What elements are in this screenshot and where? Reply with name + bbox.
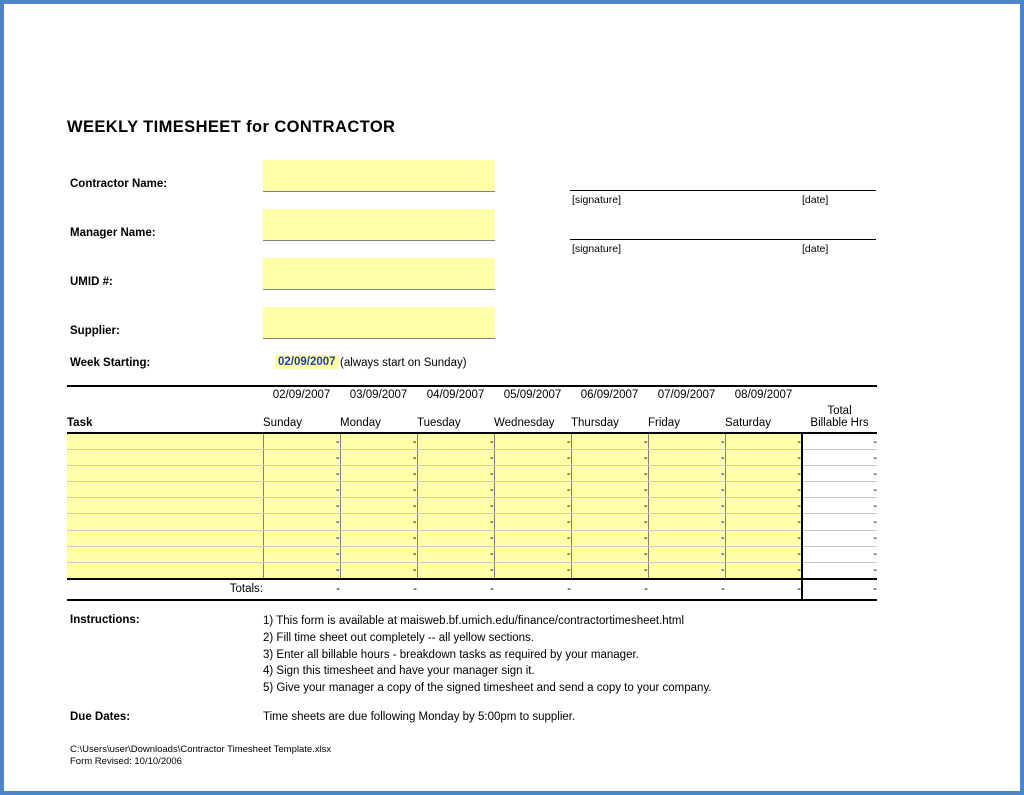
hours-input-tuesday[interactable]: - bbox=[417, 562, 494, 579]
hours-input-tuesday[interactable]: - bbox=[417, 482, 494, 498]
totals-row bbox=[67, 579, 877, 600]
contractor-name-label: Contractor Name: bbox=[70, 178, 168, 190]
hours-input-wednesday[interactable]: - bbox=[494, 482, 571, 498]
hours-input-tuesday[interactable]: - bbox=[417, 433, 494, 450]
hours-input-wednesday[interactable]: - bbox=[494, 498, 571, 514]
grand-total: - bbox=[802, 579, 877, 600]
page-title: WEEKLY TIMESHEET for CONTRACTOR bbox=[67, 118, 396, 136]
timesheet-sheet bbox=[4, 4, 1020, 791]
total-header-line2: Billable Hrs bbox=[810, 417, 869, 429]
hours-input-wednesday[interactable]: - bbox=[494, 450, 571, 466]
instruction-item: 2) Fill time sheet out completely -- all yellow sections. bbox=[263, 631, 534, 644]
hours-input-saturday[interactable]: - bbox=[725, 530, 802, 546]
date-header-thursday: 06/09/2007 bbox=[571, 386, 648, 402]
date-header-friday: 07/09/2007 bbox=[648, 386, 725, 402]
hours-input-thursday[interactable]: - bbox=[571, 514, 648, 530]
hours-input-tuesday[interactable]: - bbox=[417, 450, 494, 466]
week-starting-label: Week Starting: bbox=[70, 357, 151, 369]
contractor-name-input[interactable] bbox=[263, 160, 495, 192]
date-header-saturday: 08/09/2007 bbox=[725, 386, 802, 402]
footer-revised: Form Revised: 10/10/2006 bbox=[70, 756, 182, 767]
hours-input-thursday[interactable]: - bbox=[571, 498, 648, 514]
total-header-line1: Total bbox=[827, 405, 852, 417]
hours-input-monday[interactable]: - bbox=[340, 498, 417, 514]
instructions-label: Instructions: bbox=[70, 614, 140, 626]
task-input[interactable] bbox=[67, 530, 263, 546]
signature-date-placeholder-2: [date] bbox=[802, 243, 829, 255]
signature-date-placeholder-1: [date] bbox=[802, 194, 829, 206]
task-input[interactable] bbox=[67, 498, 263, 514]
signature-line-1 bbox=[570, 190, 876, 191]
hours-input-saturday[interactable]: - bbox=[725, 498, 802, 514]
hours-input-tuesday[interactable]: - bbox=[417, 546, 494, 562]
table-row[interactable] bbox=[67, 450, 877, 466]
supplier-input[interactable] bbox=[263, 307, 495, 339]
hours-input-saturday[interactable]: - bbox=[725, 514, 802, 530]
footer bbox=[70, 744, 331, 768]
hours-input-saturday[interactable]: - bbox=[725, 433, 802, 450]
hours-input-thursday[interactable]: - bbox=[571, 546, 648, 562]
timesheet-table bbox=[67, 385, 877, 601]
hours-input-monday[interactable]: - bbox=[340, 466, 417, 482]
supplier-label: Supplier: bbox=[70, 325, 120, 337]
hours-input-wednesday[interactable]: - bbox=[494, 530, 571, 546]
task-input[interactable] bbox=[67, 466, 263, 482]
row-total: - bbox=[802, 466, 877, 482]
signature-placeholder-1: [signature] bbox=[572, 194, 622, 206]
row-total: - bbox=[802, 546, 877, 562]
task-input[interactable] bbox=[67, 433, 263, 450]
total-monday: - bbox=[340, 579, 417, 600]
row-total: - bbox=[802, 482, 877, 498]
table-row[interactable] bbox=[67, 546, 877, 562]
day-header-monday: Monday bbox=[340, 402, 417, 433]
hours-input-tuesday[interactable]: - bbox=[417, 514, 494, 530]
table-row[interactable] bbox=[67, 498, 877, 514]
hours-input-monday[interactable]: - bbox=[340, 482, 417, 498]
table-date-header-row bbox=[67, 386, 877, 402]
instructions-list bbox=[263, 613, 712, 697]
signature-placeholder-2: [signature] bbox=[572, 243, 622, 255]
hours-input-monday[interactable]: - bbox=[340, 530, 417, 546]
day-header-sunday: Sunday bbox=[263, 402, 340, 433]
table-row[interactable] bbox=[67, 466, 877, 482]
row-total: - bbox=[802, 514, 877, 530]
hours-input-monday[interactable]: - bbox=[340, 433, 417, 450]
hours-input-wednesday[interactable]: - bbox=[494, 466, 571, 482]
row-total: - bbox=[802, 433, 877, 450]
signature-line-2 bbox=[570, 239, 876, 240]
table-row[interactable] bbox=[67, 482, 877, 498]
instruction-item: 1) This form is available at maisweb.bf.umich.edu/finance/contractortimesheet.html bbox=[263, 615, 685, 627]
table-row[interactable] bbox=[67, 562, 877, 579]
manager-name-input[interactable] bbox=[263, 209, 495, 241]
date-header-spacer bbox=[67, 386, 263, 402]
total-thursday: - bbox=[571, 579, 648, 600]
umid-input[interactable] bbox=[263, 258, 495, 290]
hours-input-friday[interactable]: - bbox=[648, 450, 725, 466]
hours-input-friday[interactable]: - bbox=[648, 514, 725, 530]
totals-label: Totals: bbox=[67, 579, 263, 600]
hours-input-wednesday[interactable]: - bbox=[494, 562, 571, 579]
footer-file-path: C:\Users\user\Downloads\Contractor Timesheet Template.xlsx bbox=[70, 744, 332, 755]
hours-input-wednesday[interactable]: - bbox=[494, 546, 571, 562]
task-input[interactable] bbox=[67, 514, 263, 530]
instruction-item: 4) Sign this timesheet and have your manager sign it. bbox=[263, 665, 535, 678]
row-total: - bbox=[802, 562, 877, 579]
total-tuesday: - bbox=[417, 579, 494, 600]
hours-input-thursday[interactable]: - bbox=[571, 482, 648, 498]
hours-input-saturday[interactable]: - bbox=[725, 562, 802, 579]
hours-input-sunday[interactable]: - bbox=[263, 450, 340, 466]
hours-input-sunday[interactable]: - bbox=[263, 546, 340, 562]
total-friday: - bbox=[648, 579, 725, 600]
hours-input-friday[interactable]: - bbox=[648, 466, 725, 482]
row-total: - bbox=[802, 498, 877, 514]
row-total: - bbox=[802, 450, 877, 466]
hours-input-sunday[interactable]: - bbox=[263, 466, 340, 482]
hours-input-sunday[interactable]: - bbox=[263, 498, 340, 514]
hours-input-wednesday[interactable]: - bbox=[494, 514, 571, 530]
hours-input-tuesday[interactable]: - bbox=[417, 530, 494, 546]
hours-input-monday[interactable]: - bbox=[340, 450, 417, 466]
task-input[interactable] bbox=[67, 562, 263, 579]
hours-input-monday[interactable]: - bbox=[340, 514, 417, 530]
hours-input-saturday[interactable]: - bbox=[725, 546, 802, 562]
date-header-total-spacer bbox=[802, 386, 877, 402]
table-row[interactable] bbox=[67, 514, 877, 530]
hours-input-thursday[interactable]: - bbox=[571, 530, 648, 546]
total-saturday: - bbox=[725, 579, 802, 600]
hours-input-thursday[interactable]: - bbox=[571, 466, 648, 482]
total-sunday: - bbox=[263, 579, 340, 600]
task-input[interactable] bbox=[67, 546, 263, 562]
hours-input-sunday[interactable]: - bbox=[263, 562, 340, 579]
due-dates-label: Due Dates: bbox=[70, 711, 131, 723]
hours-input-saturday[interactable]: - bbox=[725, 450, 802, 466]
task-input[interactable] bbox=[67, 450, 263, 466]
hours-input-thursday[interactable]: - bbox=[571, 433, 648, 450]
instruction-item: 3) Enter all billable hours - breakdown tasks as required by your manager. bbox=[263, 648, 639, 661]
row-total: - bbox=[802, 530, 877, 546]
table-dayname-header-row bbox=[67, 402, 877, 433]
hours-input-friday[interactable]: - bbox=[648, 498, 725, 514]
instruction-item: 5) Give your manager a copy of the signed timesheet and send a copy to your company. bbox=[263, 682, 712, 695]
hours-input-saturday[interactable]: - bbox=[725, 466, 802, 482]
day-header-friday: Friday bbox=[648, 402, 725, 433]
table-row[interactable] bbox=[67, 530, 877, 546]
hours-input-sunday[interactable]: - bbox=[263, 514, 340, 530]
task-input[interactable] bbox=[67, 482, 263, 498]
hours-input-friday[interactable]: - bbox=[648, 530, 725, 546]
hours-input-friday[interactable]: - bbox=[648, 433, 725, 450]
week-starting-input[interactable]: 02/09/2007 bbox=[275, 355, 339, 369]
day-header-tuesday: Tuesday bbox=[417, 402, 494, 433]
table-row[interactable] bbox=[67, 433, 877, 450]
due-dates-text: Time sheets are due following Monday by 5:00pm to supplier. bbox=[263, 711, 576, 723]
date-header-monday: 03/09/2007 bbox=[340, 386, 417, 402]
hours-input-monday[interactable]: - bbox=[340, 546, 417, 562]
day-header-thursday: Thursday bbox=[571, 402, 648, 433]
total-wednesday: - bbox=[494, 579, 571, 600]
hours-input-tuesday[interactable]: - bbox=[417, 466, 494, 482]
hours-input-monday[interactable]: - bbox=[340, 562, 417, 579]
hours-input-wednesday[interactable]: - bbox=[494, 433, 571, 450]
date-header-wednesday: 05/09/2007 bbox=[494, 386, 571, 402]
hours-input-saturday[interactable]: - bbox=[725, 482, 802, 498]
date-header-tuesday: 04/09/2007 bbox=[417, 386, 494, 402]
umid-label: UMID #: bbox=[70, 276, 113, 288]
day-header-wednesday: Wednesday bbox=[494, 402, 571, 433]
hours-input-friday[interactable]: - bbox=[648, 546, 725, 562]
total-billable-hours-header bbox=[802, 402, 877, 433]
hours-input-sunday[interactable]: - bbox=[263, 482, 340, 498]
hours-input-thursday[interactable]: - bbox=[571, 450, 648, 466]
hours-input-friday[interactable]: - bbox=[648, 482, 725, 498]
hours-input-sunday[interactable]: - bbox=[263, 530, 340, 546]
hours-input-friday[interactable]: - bbox=[648, 562, 725, 579]
date-header-sunday: 02/09/2007 bbox=[263, 386, 340, 402]
manager-name-label: Manager Name: bbox=[70, 227, 156, 239]
day-header-saturday: Saturday bbox=[725, 402, 802, 433]
hours-input-sunday[interactable]: - bbox=[263, 433, 340, 450]
hours-input-tuesday[interactable]: - bbox=[417, 498, 494, 514]
task-column-header: Task bbox=[67, 402, 263, 433]
week-starting-note: (always start on Sunday) bbox=[340, 357, 467, 369]
hours-input-thursday[interactable]: - bbox=[571, 562, 648, 579]
